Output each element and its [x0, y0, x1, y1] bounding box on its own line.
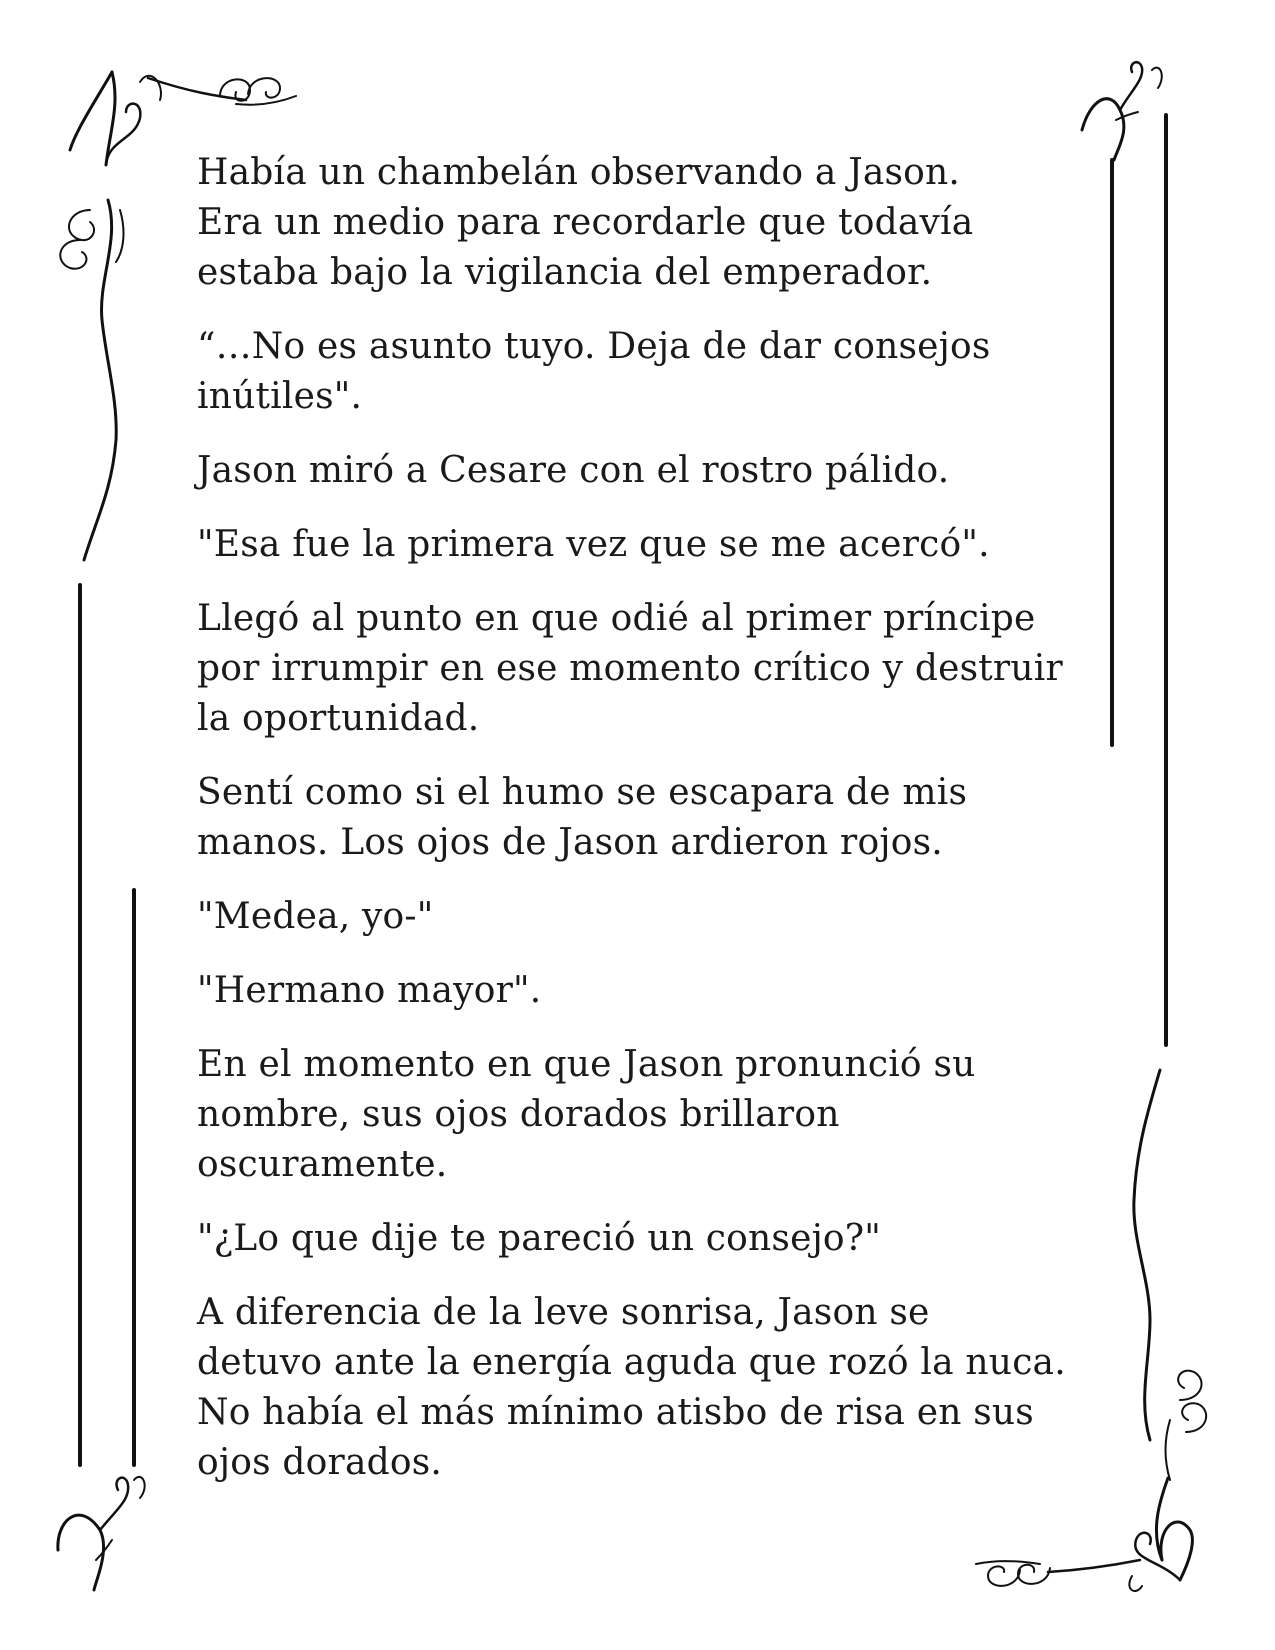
text-line: "Esa fue la primera vez que se me acercó". [197, 524, 990, 565]
text-line: "Hermano mayor". [197, 970, 542, 1011]
top-right-flourish [1082, 62, 1162, 160]
text-line: inútiles". [197, 376, 363, 417]
paragraph [177, 322, 1077, 422]
paragraph [177, 520, 1077, 570]
text-line: "Medea, yo-" [197, 896, 434, 937]
paragraph [177, 1288, 1077, 1488]
text-line: “…No es asunto tuyo. Deja de dar consejos [197, 326, 991, 367]
paragraph [177, 446, 1077, 496]
bottom-left-flourish [58, 1477, 145, 1590]
paragraph [177, 1214, 1077, 1264]
left-vine [60, 200, 123, 560]
paragraph [177, 1040, 1077, 1190]
paragraph [177, 148, 1077, 298]
right-vine [1134, 1070, 1206, 1480]
story-text [177, 148, 1077, 1512]
text-line: la oportunidad. [197, 698, 480, 739]
text-line: Jason miró a Cesare con el rostro pálido. [197, 450, 950, 491]
text-line: por irrumpir en ese momento crítico y destruir [197, 648, 1063, 689]
text-line: nombre, sus ojos dorados brillaron [197, 1094, 840, 1135]
text-line: Llegó al punto en que odié al primer príncipe [197, 598, 1036, 639]
text-line: ojos dorados. [197, 1442, 443, 1483]
text-line: A diferencia de la leve sonrisa, Jason se [197, 1292, 930, 1333]
text-line: En el momento en que Jason pronunció su [197, 1044, 976, 1085]
text-line: Era un medio para recordarle que todavía [197, 202, 974, 243]
text-line: "¿Lo que dije te pareció un consejo?" [197, 1218, 882, 1259]
paragraph [177, 768, 1077, 868]
text-line: manos. Los ojos de Jason ardieron rojos. [197, 822, 943, 863]
paragraph [177, 892, 1077, 942]
paragraph [177, 966, 1077, 1016]
text-line: Sentí como si el humo se escapara de mis [197, 772, 968, 813]
text-line: No había el más mínimo atisbo de risa en sus [197, 1392, 1034, 1433]
text-line: estaba bajo la vigilancia del emperador. [197, 252, 933, 293]
text-line: detuvo ante la energía aguda que rozó la nuca. [197, 1342, 1066, 1383]
text-line: oscuramente. [197, 1144, 448, 1185]
paragraph [177, 594, 1077, 744]
text-line: Había un chambelán observando a Jason. [197, 152, 961, 193]
